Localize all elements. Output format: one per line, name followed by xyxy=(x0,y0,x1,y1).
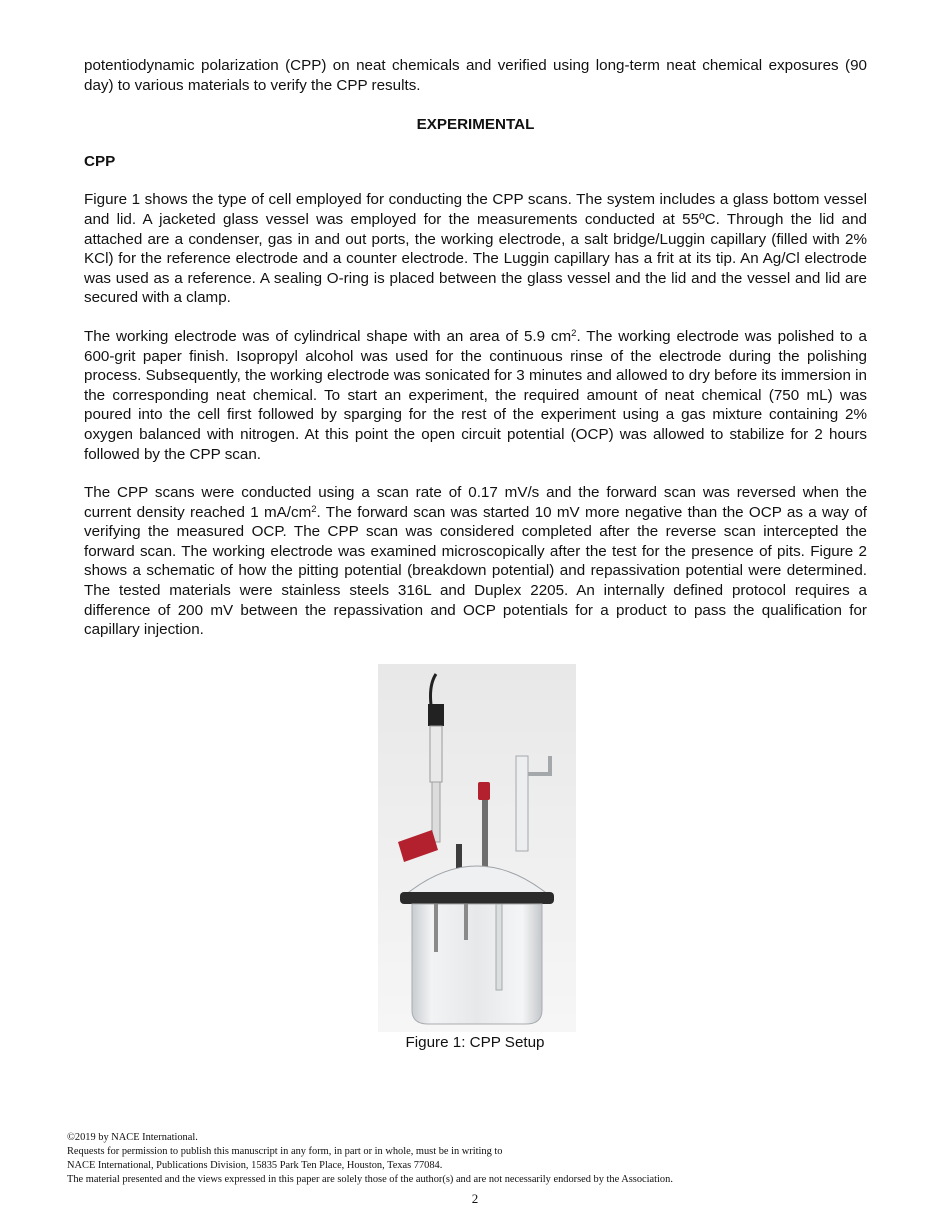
paragraph-cpp-scans xyxy=(84,483,867,640)
footer-line: NACE International, Publications Division, 15835 Park Ten Place, Houston, Texas 77084. xyxy=(67,1160,443,1171)
luggin-capillary xyxy=(432,782,440,842)
paragraph-text: . The forward scan was started 10 mV more negative than the OCP as a way of verifying the measured OCP. The CPP scan was considered completed after the reverse scan intercepted the forward scan. The working electrode was examined microscopically after the test for the presence of pits. Figure 2 shows a schematic of how the pitting potential (breakdown potential) and repassivation potential were determined. The tested materials were stainless steels 316L and Duplex 2205. An internally defined protocol requires a difference of 200 mV between the repassivation and OCP potentials for a product to pass the qualification for capillary injection. xyxy=(84,503,867,639)
footer-line: ©2019 by NACE International. xyxy=(67,1132,198,1143)
working-electrode xyxy=(482,800,488,870)
page-number: 2 xyxy=(471,1191,479,1206)
electrode-in-vessel xyxy=(464,904,468,940)
footer-line: Requests for permission to publish this manuscript in any form, in part or in whole, must be in writing to xyxy=(67,1146,503,1157)
paragraph-text: The CPP scans were conducted using a scan rate of 0.17 mV/s and the forward scan was reversed when the current density reached 1 mA/cm xyxy=(84,484,867,521)
figure-caption: Figure 1: CPP Setup xyxy=(405,1034,545,1051)
copyright-footer xyxy=(67,1131,887,1187)
vessel-clamp-ring xyxy=(400,892,554,904)
paragraph-text: The working electrode was of cylindrical shape with an area of 5.9 cm xyxy=(84,327,572,345)
intro-paragraph: potentiodynamic polarization (CPP) on neat chemicals and verified using long-term neat chemical exposures (90 day) to various materials to verify the CPP results. xyxy=(84,57,867,94)
glass-vessel xyxy=(412,904,542,1024)
subsection-heading: CPP xyxy=(84,152,116,170)
electrode-cap xyxy=(428,704,444,726)
gas-sparger xyxy=(496,904,502,990)
condenser xyxy=(516,756,528,851)
superscript: 2 xyxy=(311,503,317,515)
electrode-in-vessel xyxy=(434,904,438,952)
paragraph-cell-description: Figure 1 shows the type of cell employed for conducting the CPP scans. The system includes a glass bottom vessel and lid. A jacketed glass vessel was employed for the measurements conducted at 55ºC. Through the lid and attached are a condenser, gas in and out ports, the working electrode, a salt bridge/Luggin capillary (filled with 2% KCl) for the reference electrode and a counter electrode. The Luggin capillary has a frit at its tip. An Ag/Cl electrode was used as a reference. A sealing O-ring is placed between the glass vessel and the lid and the vessel and lid are secured with a clamp. xyxy=(84,191,867,307)
page-body xyxy=(84,56,867,640)
superscript: 2 xyxy=(571,327,577,339)
cpp-setup-figure xyxy=(378,664,576,1032)
reference-electrode xyxy=(430,726,442,782)
cpp-cell-illustration xyxy=(378,664,576,1032)
footer-line: The material presented and the views expressed in this paper are solely those of the author(s) and are not necessarily endorsed by the Association. xyxy=(67,1174,673,1185)
paragraph-working-electrode xyxy=(84,327,867,464)
red-clamp xyxy=(478,782,490,800)
paragraph-text: . The working electrode was polished to a 600-grit paper finish. Isopropyl alcohol was used for the continuous rinse of the electrode during the polishing process. Subsequently, the working electrode was sonicated for 3 minutes and allowed to dry before its immersion in the corresponding neat chemical. To start an experiment, the required amount of neat chemical (750 mL) was poured into the cell first followed by sparging for the rest of the experiment using a gas mixture containing 2% oxygen balanced with nitrogen. At this point the open circuit potential (OCP) was allowed to stabilize for 2 hours followed by the CPP scan. xyxy=(84,327,867,463)
section-heading: EXPERIMENTAL xyxy=(416,116,535,134)
